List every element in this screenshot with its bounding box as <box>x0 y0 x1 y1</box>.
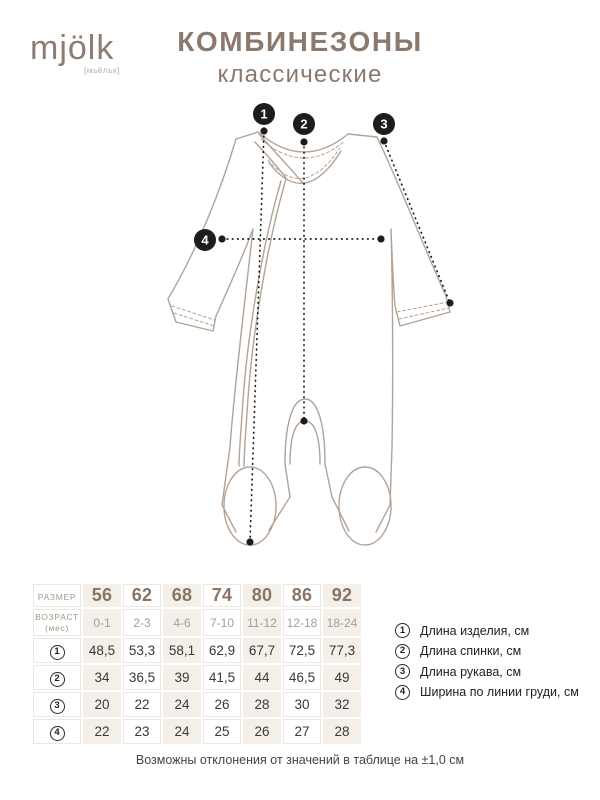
value-cell: 46,5 <box>288 669 316 685</box>
marker-2-badge <box>293 113 315 135</box>
svg-text:4: 4 <box>201 232 209 248</box>
brand-logo-transcription: [мьёльк] <box>83 65 120 76</box>
marker-1-badge <box>253 103 275 125</box>
value-cell: 26 <box>254 723 270 739</box>
svg-text:1: 1 <box>260 106 268 122</box>
svg-text:2: 2 <box>300 116 308 132</box>
legend-item-3 <box>395 664 579 679</box>
size-cell: 74 <box>211 585 233 605</box>
size-row <box>33 584 361 607</box>
age-cell: 12-18 <box>286 615 318 630</box>
marker-3-badge <box>373 113 395 135</box>
age-cell: 4-6 <box>173 615 191 630</box>
row-number-badge: 4 <box>50 726 65 741</box>
value-cell: 32 <box>334 696 350 712</box>
size-cell: 68 <box>171 585 193 605</box>
value-cell: 62,9 <box>208 642 236 658</box>
legend-label: Ширина по линии груди, см <box>420 685 579 699</box>
value-cell: 27 <box>294 723 310 739</box>
age-row-label: ВОЗРАСТ <box>35 611 79 622</box>
romper-outline <box>168 132 450 545</box>
value-cell: 34 <box>94 669 110 685</box>
value-cell: 24 <box>174 696 190 712</box>
value-cell: 36,5 <box>128 669 156 685</box>
value-cell: 22 <box>134 696 150 712</box>
tolerance-footnote: Возможны отклонения от значений в таблице на ±1,0 см <box>135 753 465 767</box>
size-table <box>31 582 363 746</box>
svg-text:3: 3 <box>380 116 388 132</box>
age-cell: 11-12 <box>247 615 277 630</box>
size-cell: 62 <box>131 585 153 605</box>
measure-row-1 <box>33 638 361 663</box>
size-row-label: РАЗМЕР <box>37 591 77 602</box>
age-cell: 7-10 <box>209 615 235 630</box>
value-cell: 77,3 <box>328 642 356 658</box>
value-cell: 58,1 <box>168 642 196 658</box>
value-cell: 48,5 <box>88 642 116 658</box>
romper-measurement-diagram <box>135 95 465 555</box>
value-cell: 22 <box>94 723 110 739</box>
page-subtitle: классические <box>217 61 383 88</box>
measure-line-1 <box>250 131 264 542</box>
measurement-legend <box>395 623 579 705</box>
age-row <box>33 609 361 636</box>
measure-row-3 <box>33 692 361 717</box>
legend-label: Длина рукава, см <box>420 664 522 679</box>
size-cell: 56 <box>91 585 113 605</box>
value-cell: 28 <box>254 696 270 712</box>
value-cell: 30 <box>294 696 310 712</box>
legend-item-2 <box>395 644 579 659</box>
size-cell: 86 <box>291 585 313 605</box>
value-cell: 72,5 <box>288 642 316 658</box>
legend-item-1 <box>395 623 579 638</box>
age-row-unit: (мес) <box>45 622 69 633</box>
marker-4-badge <box>194 229 216 251</box>
brand-logo-text: mjölk <box>30 29 115 67</box>
row-number-badge: 3 <box>50 699 65 714</box>
value-cell: 49 <box>334 669 350 685</box>
legend-label: Длина изделия, см <box>420 623 530 638</box>
measure-row-2 <box>33 665 361 690</box>
value-cell: 24 <box>174 723 190 739</box>
size-cell: 92 <box>331 585 353 605</box>
legend-number-badge: 1 <box>395 623 410 638</box>
legend-number-badge: 3 <box>395 664 410 679</box>
age-cell: 2-3 <box>133 615 151 630</box>
value-cell: 53,3 <box>128 642 156 658</box>
legend-label: Длина спинки, см <box>420 644 522 658</box>
value-cell: 44 <box>254 669 270 685</box>
value-cell: 23 <box>134 723 150 739</box>
value-cell: 39 <box>174 669 190 685</box>
legend-number-badge: 2 <box>395 644 410 659</box>
value-cell: 26 <box>214 696 230 712</box>
page-header <box>0 26 600 89</box>
page-title: КОМБИНЕЗОНЫ <box>177 26 423 57</box>
row-number-badge: 1 <box>50 645 65 660</box>
value-cell: 67,7 <box>248 642 276 658</box>
legend-item-4 <box>395 685 579 700</box>
age-cell: 0-1 <box>93 615 111 630</box>
value-cell: 41,5 <box>208 669 236 685</box>
value-cell: 28 <box>334 723 350 739</box>
measurement-lines <box>222 131 450 542</box>
size-cell: 80 <box>251 585 273 605</box>
legend-number-badge: 4 <box>395 685 410 700</box>
age-cell: 18-24 <box>326 615 358 630</box>
measure-row-4 <box>33 719 361 744</box>
value-cell: 25 <box>214 723 230 739</box>
row-number-badge: 2 <box>50 672 65 687</box>
value-cell: 20 <box>94 696 110 712</box>
